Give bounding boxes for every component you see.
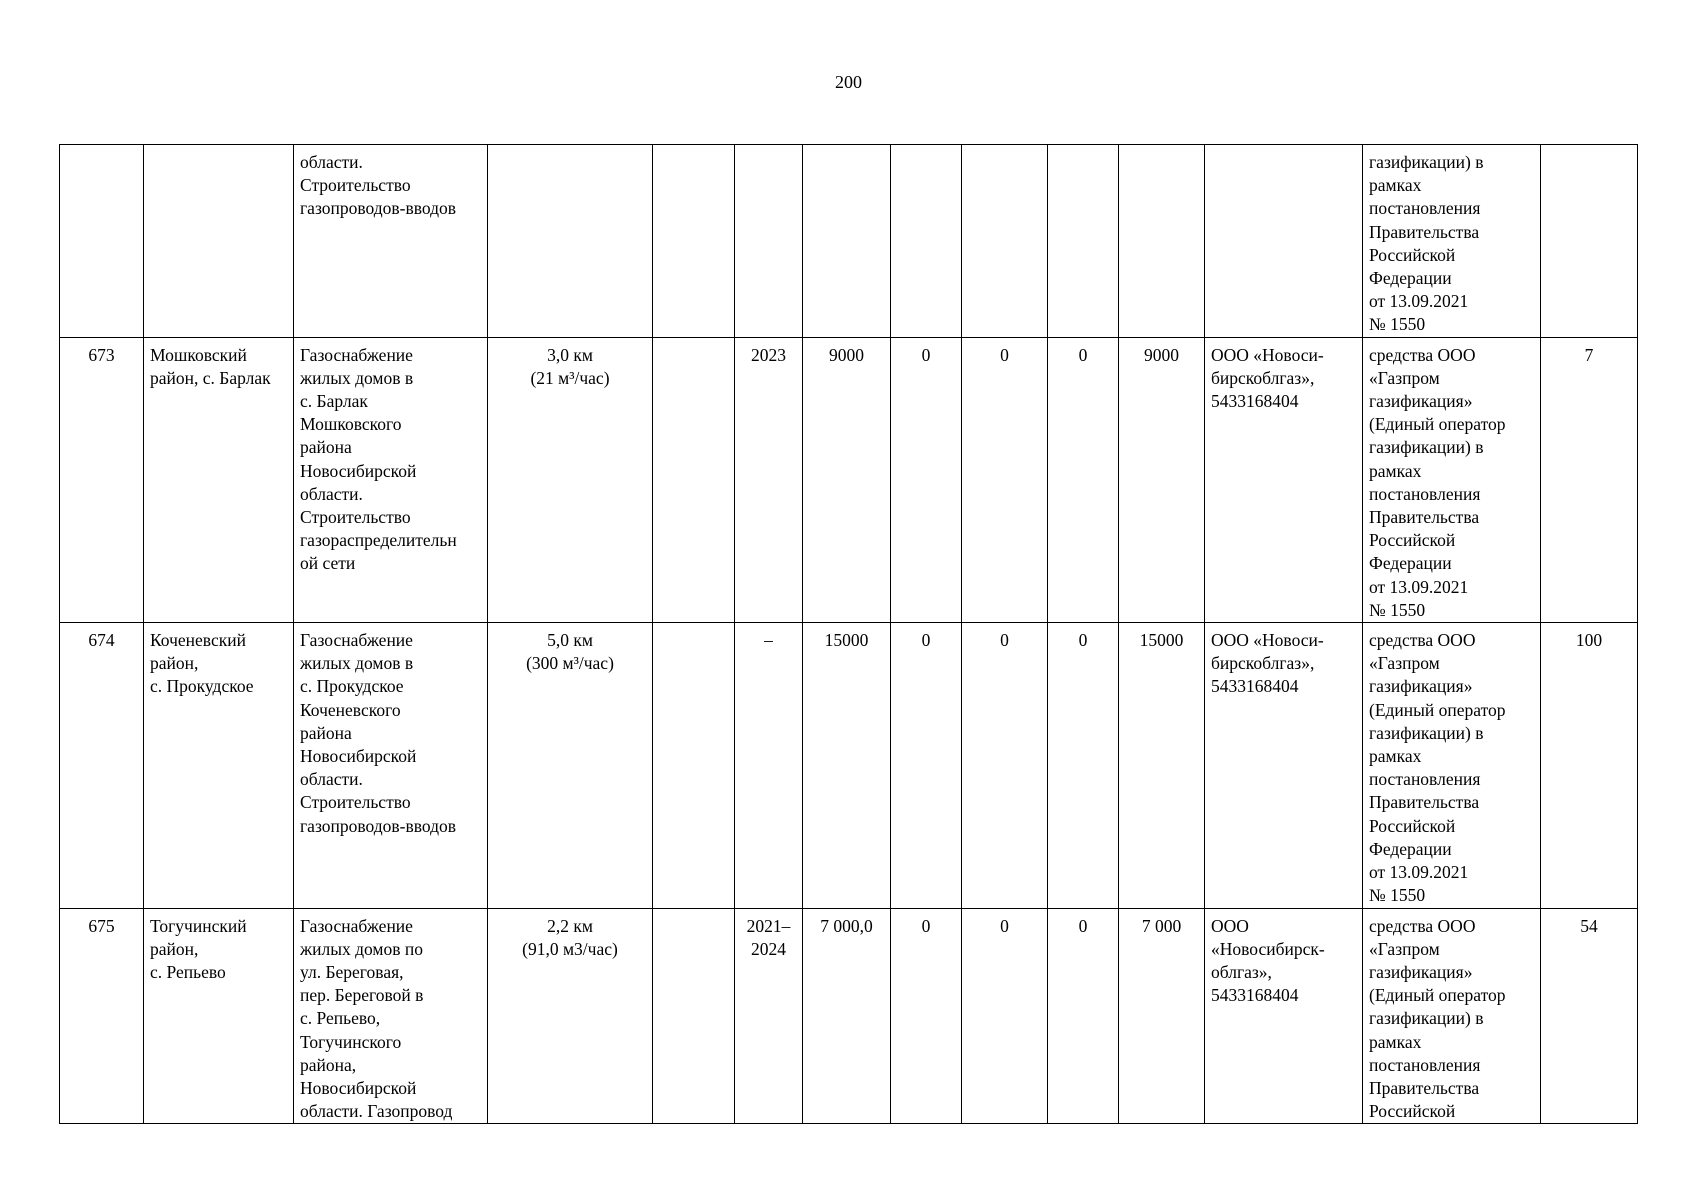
cell-text-line: Мошковского [300, 414, 402, 435]
table-row [60, 337, 1638, 622]
cell-text-line: газификации) в [1369, 152, 1484, 172]
cell-text-line: жилых домов по [300, 938, 423, 959]
cell-text-line: области. Газопровод [300, 1101, 453, 1122]
cell-text-line: района [300, 437, 352, 458]
table-row [60, 623, 1638, 908]
cell-text-line: района [300, 722, 352, 743]
years-cell [735, 623, 803, 908]
cell-text: 15000 [1139, 630, 1184, 651]
row-number-cell [60, 337, 144, 622]
cell-text: 15000 [824, 630, 869, 651]
cost-cell-2 [962, 623, 1048, 908]
cell-text-line: жилых домов в [300, 367, 414, 388]
cell-text-line: газификации) в [1369, 722, 1484, 743]
cell-text-line: «Газпром [1369, 653, 1440, 674]
cell-text-line: Тогучинский [150, 915, 247, 936]
total-cost-cell [803, 145, 891, 338]
cell-text: 7 [1584, 344, 1594, 365]
cell-text-line: Федерации [1369, 268, 1452, 289]
cell-text-line: № 1550 [1369, 885, 1426, 906]
cell-text-line: ООО [1211, 915, 1249, 936]
cell-text-line: район, [150, 938, 199, 959]
cell-text-line: от 13.09.2021 [1369, 576, 1469, 597]
cell-text-line: облгаз», [1211, 961, 1272, 982]
years-cell [735, 145, 803, 338]
cell-text-line: пер. Береговой в [300, 985, 424, 1006]
capacity-cell [488, 908, 653, 1124]
capacity-cell [488, 145, 653, 338]
cell-text-line: области. [300, 769, 363, 790]
operator-cell [1205, 337, 1363, 622]
cell-text-line: от 13.09.2021 [1369, 862, 1469, 883]
cost-cell-4 [1119, 145, 1205, 338]
cell-text-line: 3,0 км [547, 344, 593, 365]
cell-text-line: Правительства [1369, 792, 1480, 813]
cell-text-line: 5,0 км [547, 630, 593, 651]
connections-cell [1541, 908, 1638, 1124]
cell-text-line: с. Прокудское [150, 676, 254, 697]
cell-text: 54 [1580, 915, 1598, 936]
cell-text-line: средства ООО [1369, 344, 1476, 365]
cell-text: 0 [921, 344, 931, 365]
cell-text-line: рамках [1369, 746, 1422, 767]
cell-text-line: № 1550 [1369, 314, 1426, 335]
cell-text-line: постановления [1369, 198, 1481, 219]
cell-text-line: бирскоблгаз», [1211, 367, 1315, 388]
cell-text-line: Российской [1369, 815, 1456, 836]
cell-text-line: газопроводов-вводов [300, 815, 457, 836]
cell-text-line: Газоснабжение [300, 344, 413, 365]
row-number-cell [60, 908, 144, 1124]
cell-text: 0 [1078, 630, 1088, 651]
description-cell [294, 145, 488, 338]
cell-text-line: район, с. Барлак [150, 367, 271, 388]
connections-cell [1541, 623, 1638, 908]
gasification-table [59, 144, 1638, 1124]
cell-text-line: газораспределительн [300, 530, 457, 551]
funding-source-cell [1363, 145, 1541, 338]
cost-cell-2 [962, 908, 1048, 1124]
cell-text-line: Федерации [1369, 553, 1452, 574]
cost-cell-3 [1048, 145, 1119, 338]
cell-text-line: 2021– [746, 915, 791, 936]
cell-text-line: «Газпром [1369, 938, 1440, 959]
operator-cell [1205, 145, 1363, 338]
cell-text: 100 [1575, 630, 1603, 651]
description-cell [294, 908, 488, 1124]
empty-cell [653, 623, 735, 908]
operator-cell [1205, 623, 1363, 908]
cell-text-line: средства ООО [1369, 630, 1476, 651]
total-cost-cell [803, 337, 891, 622]
cell-text-line: газификации) в [1369, 437, 1484, 458]
cost-cell-1 [891, 337, 962, 622]
cell-text-line: «Новосибирск- [1211, 938, 1325, 959]
cell-text: 7 000 [1141, 915, 1182, 936]
cell-text-line: – [764, 630, 773, 651]
cell-text: 7 000,0 [820, 915, 873, 936]
cell-text-line: Коченевский [150, 630, 246, 651]
location-cell [144, 908, 294, 1124]
total-cost-cell [803, 908, 891, 1124]
cell-text-line: газификация» [1369, 961, 1473, 982]
page-number: 200 [835, 72, 862, 92]
cell-text-line: газопроводов-вводов [300, 198, 457, 219]
cell-text: 0 [1078, 344, 1088, 365]
cell-text-line: 2024 [751, 938, 786, 959]
cost-cell-3 [1048, 623, 1119, 908]
cell-text-line: с. Репьево [150, 961, 226, 982]
cell-text-line: рамках [1369, 1031, 1422, 1052]
years-cell [735, 337, 803, 622]
cell-text-line: Правительства [1369, 221, 1480, 242]
cell-text-line: Российской [1369, 244, 1456, 265]
cell-text-line: 2,2 км [547, 915, 593, 936]
cell-text: 9000 [829, 344, 864, 365]
total-cost-cell [803, 623, 891, 908]
cell-text-line: Российской [1369, 530, 1456, 551]
row-number-cell [60, 623, 144, 908]
capacity-cell [488, 623, 653, 908]
operator-cell [1205, 908, 1363, 1124]
years-cell [735, 908, 803, 1124]
cell-text-line: Тогучинского [300, 1031, 402, 1052]
cell-text-line: Строительство [300, 507, 411, 528]
cell-text-line: Новосибирской [300, 1077, 417, 1098]
cost-cell-1 [891, 623, 962, 908]
cell-text-line: Правительства [1369, 507, 1480, 528]
cost-cell-3 [1048, 337, 1119, 622]
cell-text-line: ООО «Новоси- [1211, 630, 1324, 651]
cost-cell-3 [1048, 908, 1119, 1124]
cell-text-line: постановления [1369, 769, 1481, 790]
cell-text-line: жилых домов в [300, 653, 414, 674]
cell-text-line: газификации) в [1369, 1008, 1484, 1029]
empty-cell [653, 908, 735, 1124]
cell-text-line: постановления [1369, 483, 1481, 504]
empty-cell [653, 337, 735, 622]
cell-text-line: Коченевского [300, 699, 401, 720]
cell-text-line: (Единый оператор [1369, 985, 1506, 1006]
cell-text-line: Строительство [300, 175, 411, 196]
cell-text-line: Строительство [300, 792, 411, 813]
cell-text-line: (Единый оператор [1369, 414, 1506, 435]
cost-cell-2 [962, 337, 1048, 622]
cell-text-line: области. [300, 483, 363, 504]
cell-text-line: средства ООО [1369, 915, 1476, 936]
cost-cell-1 [891, 145, 962, 338]
cell-text: 0 [1000, 630, 1009, 651]
connections-cell [1541, 337, 1638, 622]
cell-text-line: Российской [1369, 1101, 1456, 1122]
cell-text-line: газификация» [1369, 391, 1473, 412]
empty-cell [653, 145, 735, 338]
location-cell [144, 623, 294, 908]
cell-text: 0 [1078, 915, 1088, 936]
cell-text-line: бирскоблгаз», [1211, 653, 1315, 674]
cell-text-line: № 1550 [1369, 599, 1426, 620]
cell-text-line: (91,0 м3/час) [522, 938, 618, 959]
cell-text-line: ООО «Новоси- [1211, 344, 1324, 365]
cell-text: 0 [1000, 915, 1009, 936]
cell-text-line: области. [300, 152, 363, 172]
cell-text-line: газификация» [1369, 676, 1473, 697]
cell-text-line: Правительства [1369, 1077, 1480, 1098]
location-cell [144, 145, 294, 338]
cell-text-line: ул. Береговая, [300, 961, 404, 982]
cell-text: 0 [1000, 344, 1009, 365]
funding-source-cell [1363, 623, 1541, 908]
cell-text-line: с. Прокудское [300, 676, 404, 697]
location-cell [144, 337, 294, 622]
cell-text: 0 [921, 630, 931, 651]
cell-text-line: (300 м³/час) [526, 653, 614, 674]
cell-text-line: от 13.09.2021 [1369, 291, 1469, 312]
funding-source-cell [1363, 908, 1541, 1124]
capacity-cell [488, 337, 653, 622]
cell-text-line: 5433168404 [1211, 391, 1299, 412]
cell-text-line: 2023 [751, 344, 786, 365]
cell-text-line: район, [150, 653, 199, 674]
cost-cell-2 [962, 145, 1048, 338]
cell-text: 673 [88, 344, 115, 365]
funding-source-cell [1363, 337, 1541, 622]
cell-text: 674 [88, 630, 115, 651]
cell-text: 0 [921, 915, 931, 936]
cell-text-line: рамках [1369, 460, 1422, 481]
cell-text-line: Федерации [1369, 838, 1452, 859]
cell-text-line: (21 м³/час) [530, 367, 610, 388]
cell-text-line: ой сети [300, 553, 356, 574]
cost-cell-4 [1119, 623, 1205, 908]
cost-cell-4 [1119, 337, 1205, 622]
cell-text-line: Мошковский [150, 344, 247, 365]
cell-text: 675 [88, 915, 115, 936]
cost-cell-1 [891, 908, 962, 1124]
cell-text: 9000 [1144, 344, 1179, 365]
description-cell [294, 623, 488, 908]
cell-text-line: Новосибирской [300, 460, 417, 481]
row-number-cell [60, 145, 144, 338]
cell-text-line: Газоснабжение [300, 630, 413, 651]
table-row [60, 908, 1638, 1124]
cell-text-line: Новосибирской [300, 746, 417, 767]
cell-text-line: (Единый оператор [1369, 699, 1506, 720]
cell-text-line: «Газпром [1369, 367, 1440, 388]
cost-cell-4 [1119, 908, 1205, 1124]
cell-text-line: 5433168404 [1211, 985, 1299, 1006]
cell-text-line: рамках [1369, 175, 1422, 196]
connections-cell [1541, 145, 1638, 338]
cell-text-line: района, [300, 1054, 357, 1075]
cell-text-line: с. Репьево, [300, 1008, 381, 1029]
cell-text-line: Газоснабжение [300, 915, 413, 936]
cell-text-line: с. Барлак [300, 391, 368, 412]
description-cell [294, 337, 488, 622]
table-row [60, 145, 1638, 338]
cell-text-line: постановления [1369, 1054, 1481, 1075]
cell-text-line: 5433168404 [1211, 676, 1299, 697]
